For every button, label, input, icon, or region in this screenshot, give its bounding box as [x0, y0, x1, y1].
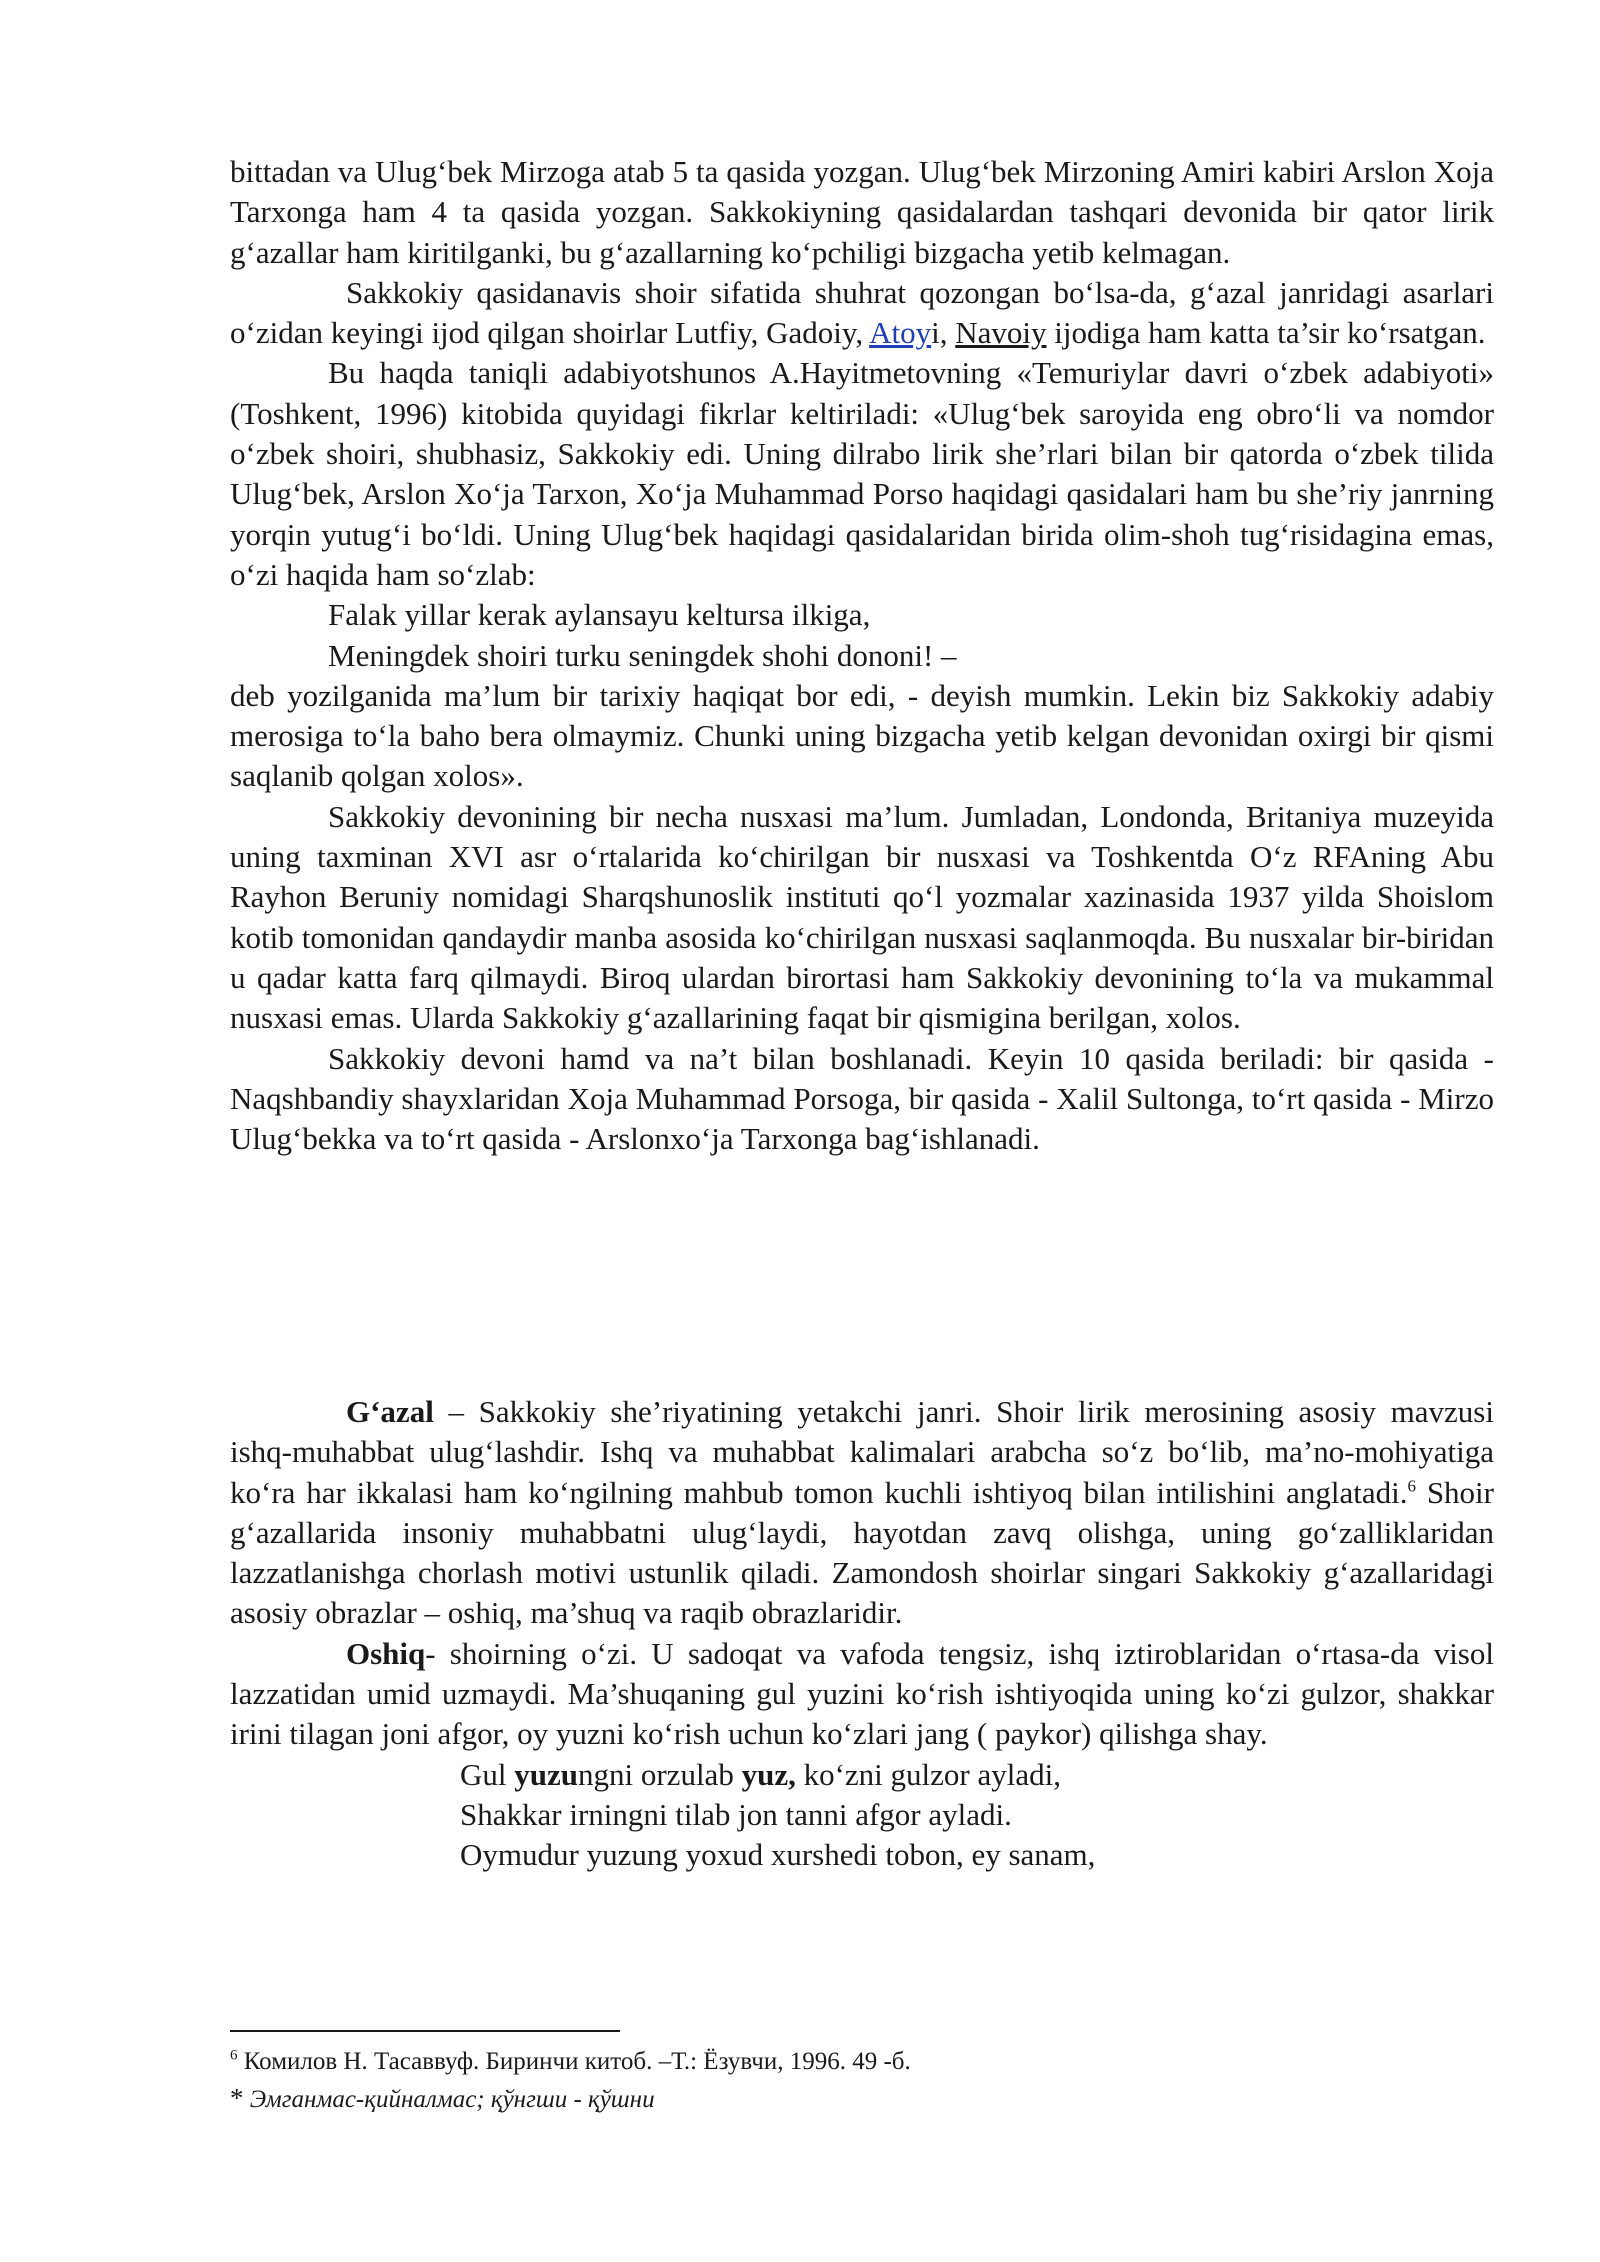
- footnote-number: 6: [230, 2047, 238, 2064]
- footnote-star: *: [230, 2083, 244, 2113]
- gazal-term: G‘azal: [346, 1394, 434, 1429]
- verse-part: ngni orzulab: [578, 1756, 742, 1792]
- separator: ,: [939, 315, 956, 351]
- atoyi-suffix: i: [931, 315, 940, 351]
- body-text: [230, 152, 1494, 1159]
- paragraph-5: Sakkokiy devonining bir necha nusxasi ma’lum. Jumladan, Londonda, Britaniya muzeyida uning taxminan XVI asr o‘rtalarida ko‘chirilgan bir nusxasi va Toshkentda O‘z RFAning Abu Rayhon Beruniy nomidagi Sharqshunoslik instituti qo‘l yozmalar xazinasida 1937 yilda Shoislom kotib tomonidan qandaydir manba asosida ko‘chirilgan nusxasi saqlanmoqda. Bu nusxalar bir-biridan u qadar katta farq qilmaydi. Biroq ulardan birortasi ham Sakkokiy devonining to‘la va mukammal nusxasi emas. Ularda Sakkokiy g‘azallarining faqat bir qismigina berilgan, xolos.: [230, 798, 1494, 1036]
- oshiq-text: - shoirning o‘zi. U sadoqat va vafoda tengsiz, ishq iztiroblaridan o‘rtasa-da visol lazzatidan umid uzmaydi. Ma’shuqaning gul yuzini ko‘rish ishtiyoqida uning ko‘zi gulzor, shakkar irini tilagan joni afgor, oy yuzni ko‘rish uchun ko‘zlari jang ( paykor) qilishga shay.: [230, 1635, 1494, 1752]
- verse-line: Meningdek shoiri turku seningdek shohi dononi! –: [328, 637, 957, 673]
- verse-line: Oymudur yuzung yoxud xurshedi tobon, ey sanam,: [460, 1837, 1096, 1873]
- verse-line: Falak yillar kerak aylansayu keltursa ilkiga,: [328, 597, 871, 633]
- paragraph-6: Sakkokiy devoni hamd va na’t bilan boshlanadi. Keyin 10 qasida beriladi: bir qasida - Naqshbandiy shayxlaridan Xoja Muhammad Porsoga, bir qasida - Xalil Sultonga, to‘rt qasida - Mirzo Ulug‘bekka va to‘rt qasida - Arslonxo‘ja Tarxonga bag‘ishlanadi.: [230, 1040, 1494, 1157]
- verse-bold: yuzu: [514, 1756, 578, 1792]
- oshiq-term: Oshiq: [346, 1635, 426, 1671]
- verse-line: [230, 1755, 1494, 1795]
- gazal-text-cont: Shoir g‘azallarida insoniy muhabbatni ulug‘laydi, hayotdan zavq olishga, uning go‘zalliklaridan lazzatlanishga chorlash motivi ustunlik qiladi. Zamondosh shoirlar singari Sakkokiy g‘azallaridagi asosiy obrazlar – oshiq, ma’shuq va raqib obrazlaridir.: [230, 1474, 1494, 1631]
- paragraph-2: [230, 273, 1494, 354]
- oshiq-paragraph: [230, 1634, 1494, 1755]
- footnote-text: Эмганмас-қийналмас; қўнгши - қўшни: [243, 2086, 655, 2113]
- paragraph-3: Bu haqda taniqli adabiyotshunos A.Hayitmetovning «Temuriylar davri o‘zbek adabiyoti» (Toshkent, 1996) kitobida quyidagi fikrlar keltiriladi: «Ulug‘bek saroyida eng obro‘li va nomdor o‘zbek shoiri, shubhasiz, Sakkokiy edi. Uning dilrabo lirik she’rlari bilan bir qatorda o‘zbek tilida Ulug‘bek, Arslon Xo‘ja Tarxon, Xo‘ja Muhammad Porso haqidagi qasidalari ham bu she’riy janrning yorqin yutug‘i bo‘ldi. Uning Ulug‘bek haqidagi qasidalaridan birida olim-shoh tug‘risidagina emas, o‘zi haqida ham so‘zlab:: [230, 355, 1494, 592]
- body-text-lower: [230, 1392, 1494, 1876]
- verse-part: ko‘zni gulzor ayladi,: [795, 1756, 1061, 1792]
- verse-line: Shakkar irningni tilab jon tanni afgor ayladi.: [460, 1796, 1012, 1832]
- footnote-1: [230, 2046, 911, 2078]
- navoiy-link[interactable]: Navoiy: [955, 315, 1047, 351]
- verse-bold: yuz,: [741, 1756, 796, 1792]
- gazal-paragraph: [230, 1392, 1494, 1634]
- footnote-text: Комилов Н. Тасаввуф. Биринчи китоб. –Т.: Ёзувчи, 1996. 49 -б.: [237, 2048, 911, 2075]
- paragraph-2-tail: ijodiga ham katta ta’sir ko‘rsatgan.: [1046, 315, 1486, 351]
- paragraph-4: deb yozilganida ma’lum bir tarixiy haqiqat bor edi, - deyish mumkin. Lekin biz Sakkokiy adabiy merosiga to‘la baho bera olmaymiz. Chunki uning bizgacha yetib kelgan devonidan oxirgi bir qismi saqlanib qolgan xolos».: [230, 677, 1494, 794]
- footnote-separator: [230, 2030, 620, 2032]
- paragraph-2-text: Sakkokiy qasidanavis shoir sifatida shuhrat qozongan bo‘lsa-da, g‘azal janridagi asarlari o‘zidan keyingi ijod qilgan shoirlar Lutfiy, Gadoiy,: [230, 274, 1494, 351]
- footnote-ref[interactable]: 6: [1407, 1476, 1416, 1496]
- atoyi-link[interactable]: Atoy: [869, 315, 932, 351]
- verse-part: Gul: [460, 1756, 515, 1792]
- footnote-2: [230, 2082, 655, 2116]
- gazal-text: – Sakkokiy she’riyatining yetakchi janri. Shoir lirik merosining asosiy mavzusi ishq-muhabbat ulug‘lashdir. Ishq va muhabbat kalimalari arabcha so‘z bo‘lib, ma’no-mohiyatiga ko‘ra har ikkalasi ham ko‘ngilning mahbub tomon kuchli ishtiyoq bilan intilishini anglatadi.: [230, 1394, 1494, 1510]
- paragraph-1: bittadan va Ulug‘bek Mirzoga atab 5 ta qasida yozgan. Ulug‘bek Mirzoning Amiri kabiri Arslon Xoja Tarxonga ham 4 ta qasida yozgan. Sakkokiyning qasidalardan tashqari devonida bir qator lirik g‘azallar ham kiritilganki, bu g‘azallarning ko‘pchiligi bizgacha yetib kelmagan.: [230, 154, 1494, 270]
